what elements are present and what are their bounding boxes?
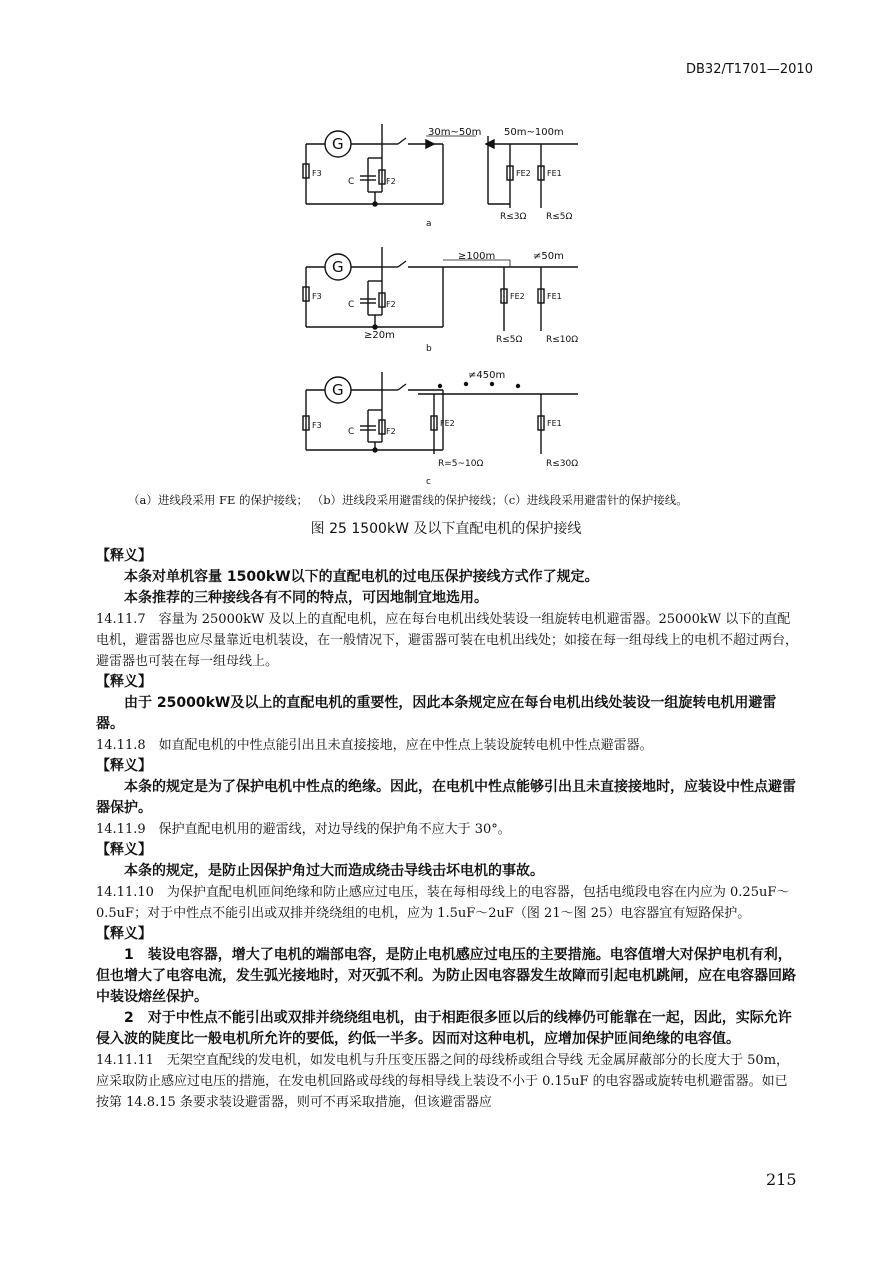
explanation-text: 本条的规定，是防止因保护角过大而造成绕击导线击坏电机的事故。 — [124, 863, 544, 879]
svg-text:≠50m: ≠50m — [533, 251, 564, 262]
svg-text:R≤3Ω: R≤3Ω — [500, 212, 527, 222]
svg-text:FE1: FE1 — [547, 169, 562, 178]
clause-14-11-11: 14.11.11 无架空直配线的发电机，如发电机与升压变压器之间的母线桥或组合导线 无金属屏蔽部分的长度大于 50m，应采取防止感应过电压的措施，在发电机回路或母线的每相导线上装设不小于 0.15uF 的电容器或旋转电机避雷器。如已按第 14.8.15 条要求装设避雷器，则可不再采取措施，但该避雷器应 — [96, 1053, 790, 1110]
diagram-label-b: b — [426, 344, 432, 354]
diagram-c — [303, 370, 578, 484]
svg-text:R≤10Ω: R≤10Ω — [546, 335, 579, 345]
svg-text:≥20m: ≥20m — [364, 330, 395, 341]
figure-title: 图 25 1500kW 及以下直配电机的保护接线 — [310, 521, 582, 537]
diagram-label-a: a — [426, 219, 432, 229]
page-number: 215 — [766, 1170, 797, 1189]
svg-text:R≤5Ω: R≤5Ω — [496, 335, 523, 345]
svg-text:FE2: FE2 — [510, 292, 525, 301]
clause-14-11-8: 14.11.8 如直配电机的中性点能引出且未直接接地，应在中性点上装设旋转电机中性点避雷器。 — [96, 738, 653, 753]
svg-text:R≤5Ω: R≤5Ω — [546, 212, 573, 222]
document-code: DB32/T1701—2010 — [686, 62, 813, 77]
length-label-a1: 30m~50m — [428, 127, 482, 138]
svg-text:F3: F3 — [312, 292, 322, 301]
svg-text:G: G — [332, 381, 344, 399]
svg-text:≥100m: ≥100m — [458, 251, 496, 262]
svg-text:R=5~10Ω: R=5~10Ω — [438, 459, 484, 469]
generator-label-a: G — [332, 135, 344, 153]
explanation-text: 2 对于中性点不能引出或双排并绕绕组电机，由于相距很多匝以后的线棒仍可能靠在一起，因此，实际允许侵入波的陡度比一般电机所允许的要低，约低一半多。因而对这种电机，应增加保护匝间绝缘的电容值。 — [96, 1010, 792, 1047]
figure-note: （a）进线段采用 FE 的保护接线； （b）进线段采用避雷线的保护接线；（c）进线段采用避雷针的保护接线。 — [128, 493, 688, 507]
explanation-text: 1 装设电容器，增大了电机的端部电容，是防止电机感应过电压的主要措施。电容值增大对保护电机有利，但也增大了电容电流，发生弧光接地时，对灭弧不利。为防止因电容器发生故障而引起电机跳闸，应在电容器回路中装设熔丝保护。 — [96, 947, 796, 1005]
diagram-label-c: c — [426, 477, 431, 484]
svg-text:C: C — [348, 427, 355, 437]
svg-text:F2: F2 — [386, 177, 396, 186]
explanation-label: 【释义】 — [96, 674, 152, 690]
svg-text:G: G — [332, 258, 344, 276]
clause-14-11-9: 14.11.9 保护直配电机用的避雷线，对边导线的保护角不应大于 30°。 — [96, 822, 511, 837]
svg-text:FE2: FE2 — [516, 169, 531, 178]
clause-14-11-7: 14.11.7 容量为 25000kW 及以上的直配电机，应在每台电机出线处装设一组旋转电机避雷器。25000kW 以下的直配电机，避雷器也应尽量靠近电机装设，在一般情况下，避雷器可装在电机出线处；如接在每一组母线上的电机不超过两台，避雷器也可装在每一组母线上。 — [96, 612, 799, 669]
explanation-label: 【释义】 — [96, 758, 152, 774]
svg-text:FE1: FE1 — [547, 419, 562, 428]
svg-text:F2: F2 — [386, 427, 396, 436]
svg-text:≠450m: ≠450m — [468, 370, 506, 381]
diagram-a — [303, 124, 578, 229]
svg-text:FE2: FE2 — [440, 419, 455, 428]
svg-text:F3: F3 — [312, 169, 322, 178]
length-label-a2: 50m~100m — [504, 127, 564, 138]
explanation-text: 本条对单机容量 1500kW以下的直配电机的过电压保护接线方式作了规定。 — [124, 569, 599, 585]
explanation-label: 【释义】 — [96, 842, 152, 858]
explanation-label: 【释义】 — [96, 548, 152, 564]
explanation-text: 由于 25000kW及以上的直配电机的重要性，因此本条规定应在每台电机出线处装设一组旋转电机用避雷器。 — [96, 695, 777, 732]
svg-text:F3: F3 — [312, 421, 322, 430]
diagram-b — [303, 247, 578, 354]
svg-text:F2: F2 — [386, 300, 396, 309]
protection-wiring-figure — [288, 118, 600, 484]
svg-text:FE1: FE1 — [547, 292, 562, 301]
svg-text:R≤30Ω: R≤30Ω — [546, 459, 579, 469]
svg-text:C: C — [348, 177, 355, 187]
body-text — [96, 546, 800, 1113]
svg-text:C: C — [348, 300, 355, 310]
explanation-text: 本条推荐的三种接线各有不同的特点，可因地制宜地选用。 — [124, 590, 488, 606]
explanation-text: 本条的规定是为了保护电机中性点的绝缘。因此，在电机中性点能够引出且未直接接地时，应装设中性点避雷器保护。 — [96, 779, 796, 816]
clause-14-11-10: 14.11.10 为保护直配电机匝间绝缘和防止感应过电压，装在每相母线上的电容器，包括电缆段电容在内应为 0.25uF～0.5uF；对于中性点不能引出或双排并绕绕组的电机，应为 1.5uF～2uF（图 21～图 25）电容器宜有短路保护。 — [96, 885, 790, 921]
explanation-label: 【释义】 — [96, 926, 152, 942]
